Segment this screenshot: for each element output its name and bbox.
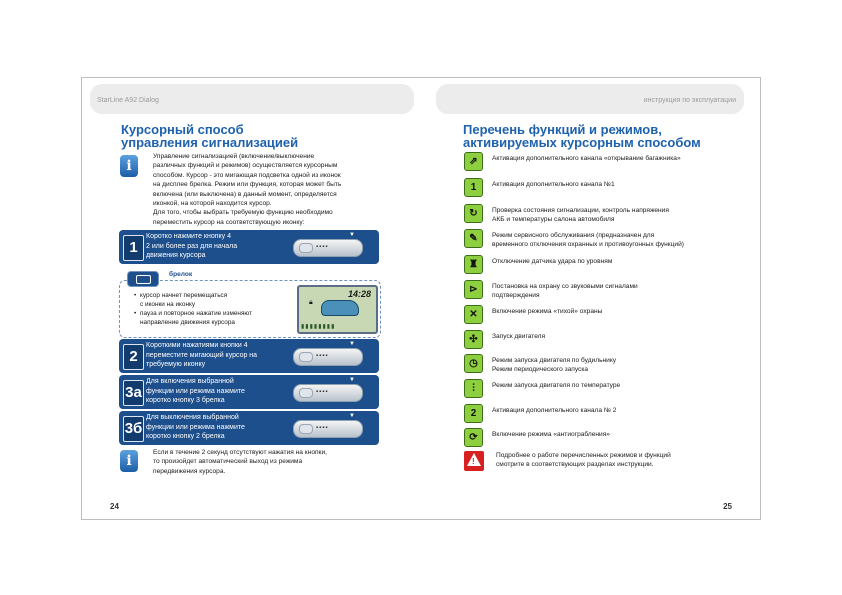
function-item: ♜ Отключение датчика удара по уровням — [464, 255, 744, 277]
step-number: 3б — [123, 416, 144, 442]
service-mode-icon: ✎ — [464, 229, 483, 248]
shock-sensor-icon: ♜ — [464, 255, 483, 274]
step-text: Для выключения выбранной функции или режима нажмите коротко кнопку 2 брелка — [146, 414, 245, 441]
arrow-down-icon: ▼ — [349, 377, 355, 383]
right-header-text: инструкция по эксплуатации — [643, 97, 736, 104]
function-item: 2 Активация дополнительного канала № 2 — [464, 404, 744, 426]
function-item: 1 Активация дополнительного канала №1 — [464, 178, 744, 200]
function-item: ⇗ Активация дополнительного канала «открывание багажника» — [464, 152, 744, 174]
step-3a-banner — [119, 375, 379, 409]
info-icon: i — [120, 450, 138, 472]
outro-paragraph: Если в течение 2 секунд отсутствуют нажатия на кнопки, то произойдет автоматический выход из режима передвижения курсора. — [153, 449, 327, 475]
channel-1-icon: 1 — [464, 178, 483, 197]
function-item: ⊳ Постановка на охрану со звуковыми сигналами подтверждения — [464, 280, 744, 302]
step-text: Для включения выбранной функции или режима нажмите коротко кнопку 3 брелка — [146, 378, 245, 405]
silent-mode-icon: ✕ — [464, 305, 483, 324]
warning-text: Подробнее о работе перечисленных режимов и функций смотрите в соответствующих разделах инструкции. — [496, 452, 671, 469]
right-page-title: Перечень функций и режимов, активируемых курсорным способом — [463, 122, 701, 150]
step-text: Короткими нажатиями кнопки 4 переместите мигающий курсор на требуемую иконку — [146, 342, 258, 369]
right-header-bar — [436, 84, 744, 114]
intro-paragraph: Управление сигнализацией (включение/выключение различных функций и режимов) осуществляется курсорным способом. Курсор - это мигающая подсветка одной из иконок на дисплее брелка. Режим или функция, которая может быть включена (или выключена) в данный момент, определяется иконкой, на которой находится курсор. Для того, чтобы выбрать требуемую функцию необходимо переместить курсор на соответствующую иконку: — [153, 153, 342, 226]
right-page — [420, 77, 761, 520]
step-number: 3а — [123, 380, 144, 406]
keyfob-icon: ▪▪▪▪ — [293, 420, 363, 438]
keyfob-icon: ▪▪▪▪ — [293, 239, 363, 257]
function-item: ⫶ Режим запуска двигателя по температуре — [464, 379, 744, 401]
function-item: ✕ Включение режима «тихой» охраны — [464, 305, 744, 327]
function-item: ✣ Запуск двигателя — [464, 330, 744, 352]
lock-icon: 🔒︎ — [309, 299, 313, 306]
warning-icon: ! — [464, 451, 484, 471]
lcd-status-icons: ▮▮▮▮▮▮▮▮ — [301, 324, 336, 330]
status-check-icon: ↻ — [464, 204, 483, 223]
info-icon: i — [120, 155, 138, 177]
temperature-icon: ⫶ — [464, 379, 483, 398]
left-page — [81, 77, 423, 520]
step-2-banner — [119, 339, 379, 373]
keyfob-icon: ▪▪▪▪ — [293, 384, 363, 402]
function-item: ↻ Проверка состояния сигнализации, контроль напряжения АКБ и температуры салона автомобиля — [464, 204, 744, 226]
step-text: Коротко нажмите кнопку 4 2 или более раз для начала движения курсора — [146, 233, 238, 260]
function-item: ✎ Режим сервисного обслуживания (предназначен для временного отключения охранных и противоугонных функций) — [464, 229, 744, 251]
lcd-time: 14:28 — [347, 289, 371, 299]
car-icon — [321, 300, 359, 316]
anti-hijack-icon: ⟳ — [464, 428, 483, 447]
left-header-text: StarLine A92 Dialog — [97, 97, 159, 104]
keyfob-lcd-display — [297, 285, 378, 334]
trunk-icon: ⇗ — [464, 152, 483, 171]
engine-start-icon: ✣ — [464, 330, 483, 349]
bullet-item: • курсор начнет перемещаться с иконки на иконку — [134, 291, 284, 309]
left-page-title: Курсорный способ управления сигнализацией — [121, 122, 299, 150]
page-number: 24 — [110, 502, 119, 511]
keyfob-label: брелок — [169, 271, 193, 278]
cursor-bullets — [134, 291, 284, 327]
arrow-down-icon: ▼ — [349, 232, 355, 238]
function-item: ◷ Режим запуска двигателя по будильнику Режим периодического запуска — [464, 354, 744, 376]
arrow-down-icon: ▼ — [349, 413, 355, 419]
step-number: 2 — [123, 344, 144, 370]
bullet-item: • пауза и повторное нажатие изменяют направление движения курсора — [134, 309, 284, 327]
step-3b-banner — [119, 411, 379, 445]
keyfob-tag-icon — [127, 271, 159, 287]
arrow-down-icon: ▼ — [349, 341, 355, 347]
alarm-clock-icon: ◷ — [464, 354, 483, 373]
step-number: 1 — [123, 235, 144, 261]
page-number: 25 — [723, 502, 732, 511]
step-1-banner — [119, 230, 379, 264]
keyfob-icon: ▪▪▪▪ — [293, 348, 363, 366]
function-item: ⟳ Включение режима «антиограбления» — [464, 428, 744, 450]
left-header-bar — [90, 84, 414, 114]
channel-2-icon: 2 — [464, 404, 483, 423]
arm-sound-icon: ⊳ — [464, 280, 483, 299]
